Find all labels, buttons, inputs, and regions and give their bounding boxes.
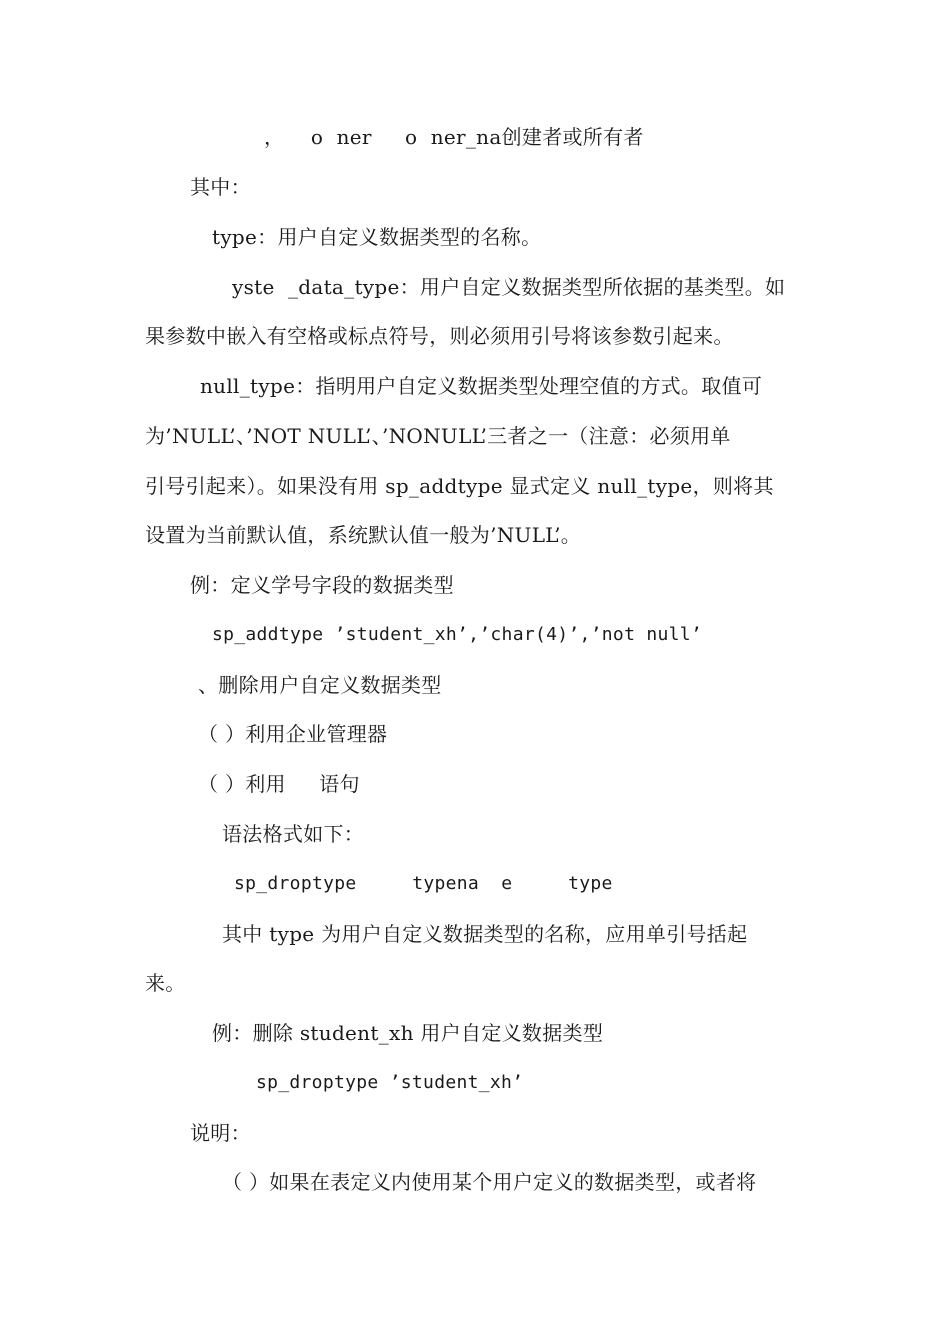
text-line-17: 其中 type 为用户自定义数据类型的名称，应用单引号括起 bbox=[222, 922, 748, 946]
text-line-1: ， o ner o ner_na创建者或所有者 bbox=[264, 125, 644, 149]
section-heading-drop: 、删除用户自定义数据类型 bbox=[198, 673, 442, 697]
text-line-9: 设置为当前默认值，系统默认值一般为’NULL’。 bbox=[145, 523, 582, 547]
text-line-5: 果参数中嵌入有空格或标点符号，则必须用引号将该参数引起来。 bbox=[145, 324, 734, 348]
text-line-4: yste _data_type：用户自定义数据类型所依据的基类型。如 bbox=[232, 275, 786, 299]
code-line-droptype-example: sp_droptype ’student_xh’ bbox=[256, 1072, 524, 1093]
subsection-enterprise-manager: （ ）利用企业管理器 bbox=[198, 722, 388, 746]
text-line-18: 来。 bbox=[145, 971, 186, 995]
code-line-droptype-syntax: sp_droptype typena e type bbox=[234, 873, 613, 894]
text-line-3: type：用户自定义数据类型的名称。 bbox=[212, 225, 542, 249]
subsection-statement: （ ）利用 语句 bbox=[198, 772, 360, 796]
text-line-7: 为’NULL’、’NOT NULL’、’NONULL’三者之一（注意：必须用单 bbox=[145, 424, 731, 448]
text-line-10: 例：定义学号字段的数据类型 bbox=[190, 573, 454, 597]
text-line-8: 引号引起来）。如果没有用 sp_addtype 显式定义 null_type，则将其 bbox=[145, 474, 774, 498]
text-line-note-heading: 说明： bbox=[190, 1121, 251, 1145]
text-line-19: 例：删除 student_xh 用户自定义数据类型 bbox=[212, 1021, 604, 1045]
code-line-addtype: sp_addtype ’student_xh’,’char(4)’,’not null’ bbox=[212, 624, 703, 645]
text-line-2: 其中： bbox=[190, 175, 251, 199]
text-line-syntax: 语法格式如下： bbox=[222, 822, 365, 846]
text-line-6: null_type：指明用户自定义数据类型处理空值的方式。取值可 bbox=[200, 374, 763, 398]
text-line-22: （ ）如果在表定义内使用某个用户定义的数据类型，或者将 bbox=[222, 1170, 757, 1194]
